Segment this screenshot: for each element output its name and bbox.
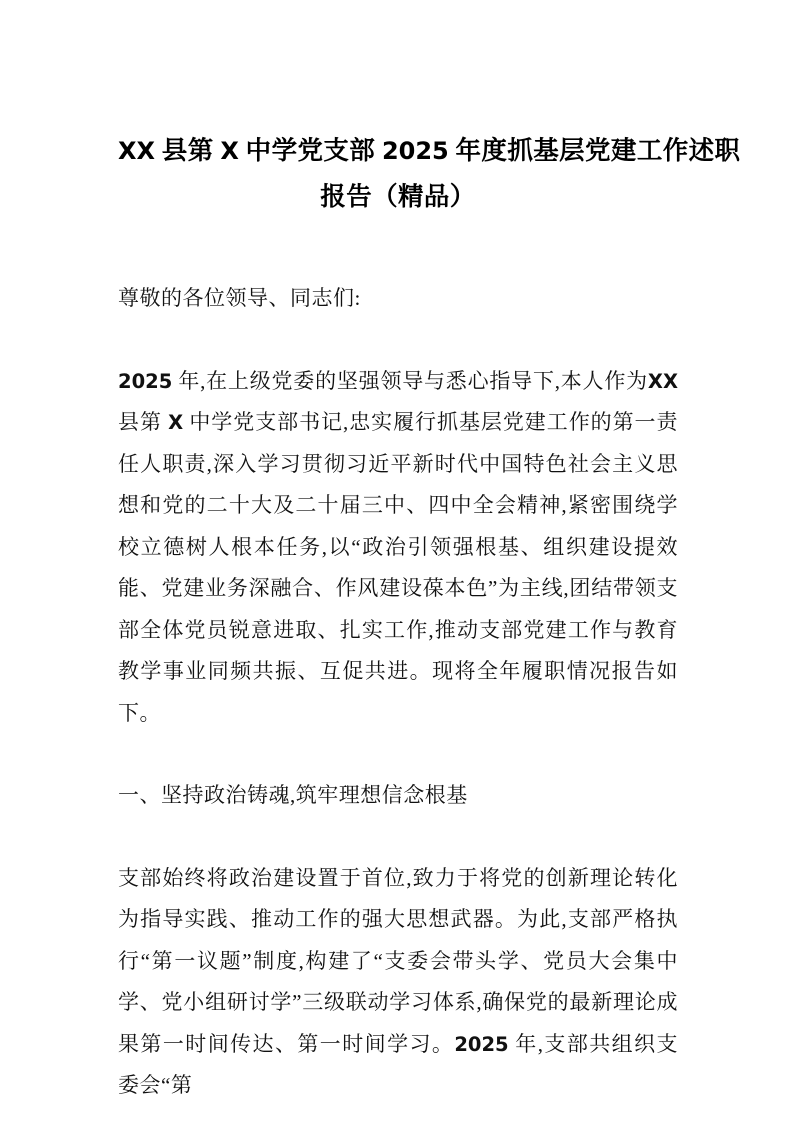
opening-paragraph: 2025 年,在上级党委的坚强领导与悉心指导下,本人作为XX县第 X 中学党支部书记,忠实履行抓基层党建工作的第一责任人职责,深入学习贯彻习近平新时代中国特色社会主义思想和党的二十大及二十届三中、四中全会精神,紧密围绕学校立德树人根本任务,以“政治引领强根基、组织建设提效能、党建业务深融合、作风建设葆本色”为主线,团结带领支部全体党员锐意进取、扎实工作,推动支部党建工作与教育教学事业同频共振、互促共进。现将全年履职情况报告如下。: [118, 368, 679, 725]
latin-run: 2025: [118, 369, 173, 393]
document-content: [118, 0, 741, 1107]
page-title: [118, 0, 741, 220]
latin-run: X: [168, 411, 184, 434]
page-title-line-2: 报告（精品）: [320, 182, 476, 211]
latin-run: X: [220, 137, 239, 165]
latin-run: XX: [647, 369, 678, 393]
salutation: 尊敬的各位领导、同志们:: [118, 286, 361, 310]
section-heading-one: 一、坚持政治铸魂,筑牢理想信念根基: [118, 783, 468, 807]
latin-run: 2025: [454, 1032, 509, 1056]
section-one-paragraph: 支部始终将政治建设置于首位,致力于将党的创新理论转化为指导实践、推动工作的强大思想武器。为此,支部严格执行“第一议题”制度,构建了“支委会带头学、党员大会集中学、党小组研讨学”三级联动学习体系,确保党的最新理论成果第一时间传达、第一时间学习。2025 年,支部共组织支委会“第: [118, 865, 679, 1097]
page-title-line-1: XX 县第 X 中学党支部 2025 年度抓基层党建工作述职: [118, 136, 741, 165]
latin-run: XX: [118, 137, 156, 165]
latin-run: 2025: [381, 137, 449, 165]
